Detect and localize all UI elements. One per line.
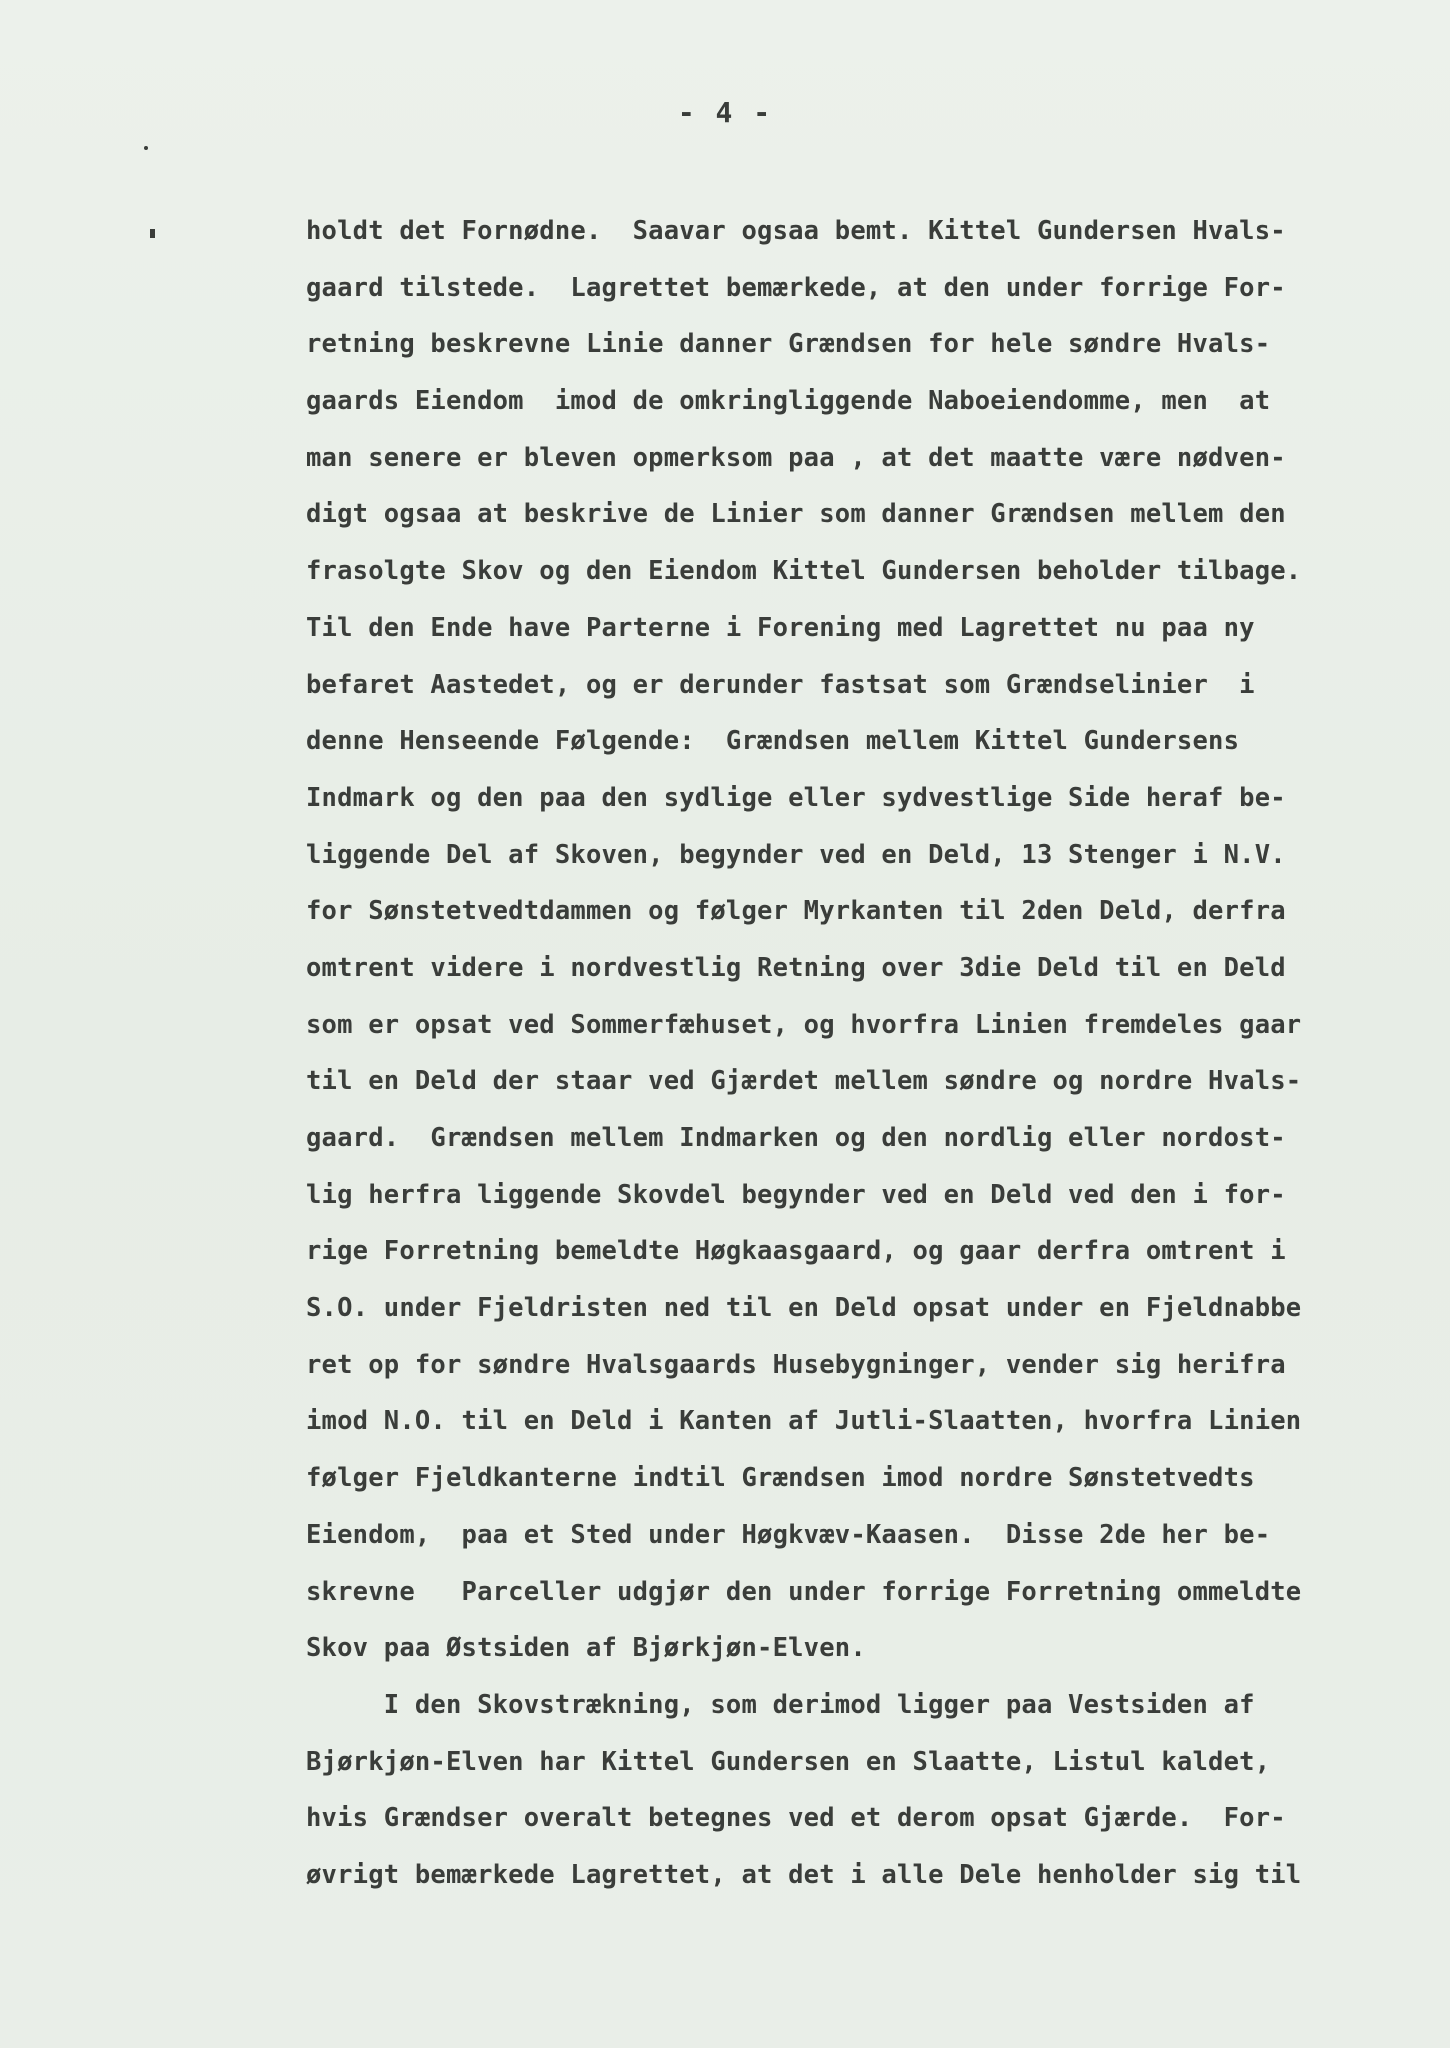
text-line: denne Henseende Følgende: Grændsen mellem Kittel Gundersens <box>306 726 1240 757</box>
text-line: skrevne Parceller udgjør den under forrige Forretning ommeldte <box>306 1576 1302 1607</box>
text-line: holdt det Fornødne. Saavar ogsaa bemt. Kittel Gundersen Hvals- <box>306 216 1286 246</box>
typed-text-body <box>306 203 1426 1904</box>
text-line: rige Forretning bemeldte Høgkaasgaard, og gaar derfra omtrent i <box>306 1236 1286 1267</box>
text-line: følger Fjeldkanterne indtil Grændsen imod nordre Sønstetvedts <box>306 1463 1255 1494</box>
text-line: gaard. Grændsen mellem Indmarken og den nordlig eller nordost- <box>306 1123 1286 1153</box>
text-line: som er opsat ved Sommerfæhuset, og hvorfra Linien fremdeles gaar <box>306 1009 1302 1040</box>
margin-dot <box>144 146 148 150</box>
text-line: retning beskrevne Linie danner Grændsen for hele søndre Hvals- <box>306 329 1271 360</box>
text-line: I den Skovstrækning, som derimod ligger paa Vestsiden af <box>306 1689 1255 1720</box>
text-line: hvis Grændser overalt betegnes ved et derom opsat Gjærde. For- <box>306 1803 1286 1834</box>
text-line: Indmark og den paa den sydlige eller sydvestlige Side heraf be- <box>306 782 1286 813</box>
margin-dot <box>150 229 155 238</box>
text-line: til en Deld der staar ved Gjærdet mellem søndre og nordre Hvals- <box>306 1066 1302 1097</box>
text-line: Eiendom, paa et Sted under Høgkvæv-Kaasen. Disse 2de her be- <box>306 1519 1271 1550</box>
text-line: Bjørkjøn-Elven har Kittel Gundersen en Slaatte, Listul kaldet, <box>306 1746 1271 1777</box>
page-number: - 4 - <box>677 96 773 129</box>
text-line: gaards Eiendom imod de omkringliggende Naboeiendomme, men at <box>306 386 1271 417</box>
text-line: S.O. under Fjeldristen ned til en Deld opsat under en Fjeldnabbe <box>306 1293 1302 1324</box>
text-line: omtrent videre i nordvestlig Retning over 3die Deld til en Deld <box>306 952 1286 983</box>
text-line: digt ogsaa at beskrive de Linier som danner Grændsen mellem den <box>306 499 1286 530</box>
text-line: Skov paa Østsiden af Bjørkjøn-Elven. <box>306 1633 866 1664</box>
text-line: for Sønstetvedtdammen og følger Myrkanten til 2den Deld, derfra <box>306 896 1286 927</box>
text-line: liggende Del af Skoven, begynder ved en Deld, 13 Stenger i N.V. <box>306 839 1286 870</box>
text-line: øvrigt bemærkede Lagrettet, at det i alle Dele henholder sig til <box>306 1859 1302 1890</box>
text-line: imod N.O. til en Deld i Kanten af Jutli-Slaatten, hvorfra Linien <box>306 1406 1302 1437</box>
text-line: man senere er bleven opmerksom paa , at det maatte være nødven- <box>306 442 1286 473</box>
text-line: gaard tilstede. Lagrettet bemærkede, at den under forrige For- <box>306 272 1286 303</box>
text-line: Til den Ende have Parterne i Forening med Lagrettet nu paa ny <box>306 612 1255 643</box>
text-line: ret op for søndre Hvalsgaards Husebygninger, vender sig herifra <box>306 1349 1286 1380</box>
text-line: befaret Aastedet, og er derunder fastsat som Grændselinier i <box>306 669 1255 700</box>
text-line: frasolgte Skov og den Eiendom Kittel Gundersen beholder tilbage. <box>306 556 1302 587</box>
text-line: lig herfra liggende Skovdel begynder ved en Deld ved den i for- <box>306 1179 1286 1210</box>
